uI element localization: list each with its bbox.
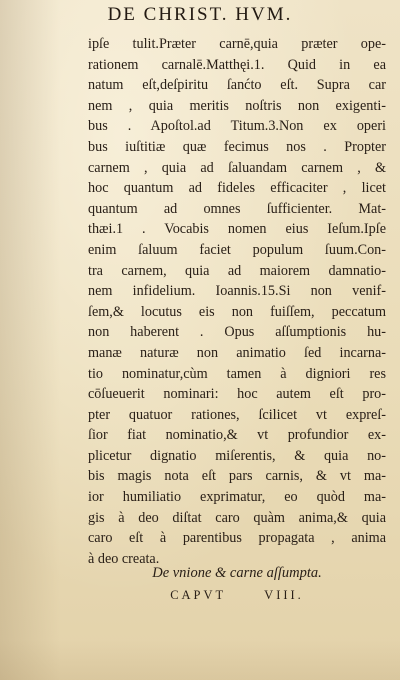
text-line: enim ſaluum faciet populum ſuum.Con-: [88, 241, 386, 258]
text-line: tio nominatur,cùm tamen à digniori res: [88, 365, 386, 382]
chapter-label: [88, 588, 386, 603]
running-head: DE CHRIST. HVM.: [107, 4, 293, 25]
body-text: [88, 34, 386, 569]
text-line: pter quatuor rationes, ſcilicet vt expreſ-: [88, 406, 386, 423]
page-edge-shading: [0, 640, 400, 680]
gutter-shadow: [0, 0, 60, 680]
section-heading: De vnione & carne aſſumpta.: [152, 565, 322, 581]
text-line: bis magis nota eſt pars carnis, & vt ma-: [88, 468, 386, 485]
text-line: cōſueuerit nominari: hoc autem eſt pro-: [88, 386, 386, 403]
text-line: gis à deo diſtat caro quàm anima,& quia: [88, 509, 386, 526]
text-line: thæi.1 . Vocabis nomen eius Ieſum.Ipſe: [88, 221, 386, 238]
text-line: natum eſt,deſpiritu ſanćto eſt. Supra car: [88, 77, 386, 94]
text-line: non haberent . Opus aſſumptionis hu-: [88, 324, 386, 341]
text-line: ior humiliatio exprimatur, eo quòd ma-: [88, 489, 386, 506]
text-line: tra carnem, quia ad maiorem damnatio-: [88, 262, 386, 279]
text-line: hoc quantum ad fideles efficaciter , licet: [88, 180, 386, 197]
text-line: plicetur dignatio miſerentis, & quia no-: [88, 447, 386, 464]
text-line: caro eſt à parentibus propagata , anima: [88, 530, 386, 547]
chapter-word: CAPVT: [170, 588, 227, 602]
text-line: ipſe tulit.Præter carnē,quia præter ope-: [88, 36, 386, 52]
text-line: rationem carnalē.Matthęi.1. Quid in ea: [88, 56, 386, 73]
text-line: manæ naturæ non animatio ſed incarna-: [88, 344, 386, 361]
text-line: nem , quia meritis noſtris non exigenti-: [88, 97, 386, 114]
text-line: carnem , quia ad ſaluandam carnem , &: [88, 159, 386, 176]
text-line: ſem,& locutus eis non fuiſſem, peccatum: [88, 303, 386, 320]
text-line: nem infidelium. Ioannis.15.Si non venif-: [88, 283, 386, 300]
chapter-number: VIII.: [264, 588, 304, 602]
text-line: bus . Apoſtol.ad Titum.3.Non ex operi: [88, 118, 386, 135]
text-line: ſior fiat nominatio,& vt profundior ex-: [88, 427, 386, 444]
text-line: à deo creata.: [88, 550, 160, 567]
text-line: bus iuſtitiæ quæ fecimus nos . Propter: [88, 138, 386, 155]
text-line: quantum ad omnes ſufficienter. Mat-: [88, 200, 386, 217]
